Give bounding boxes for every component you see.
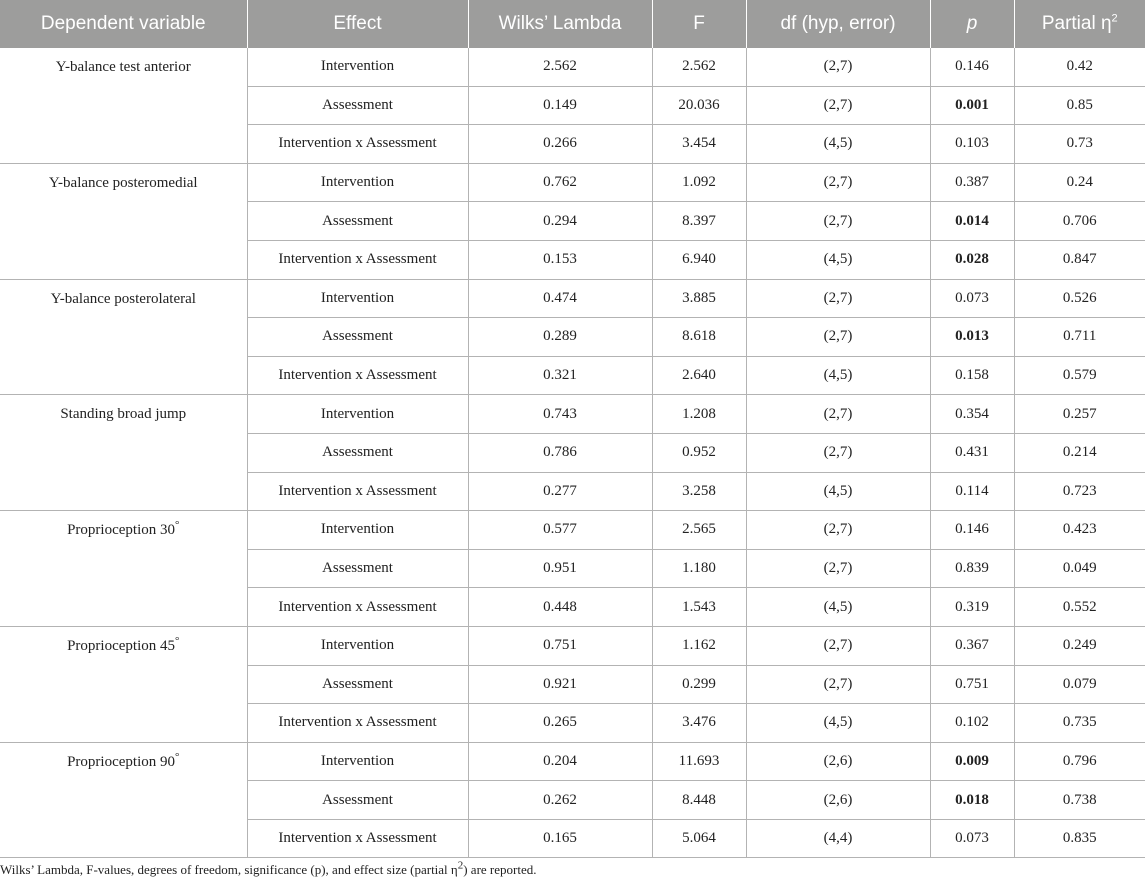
header-effect: Effect bbox=[247, 0, 468, 48]
p-value-cell: 0.009 bbox=[930, 742, 1014, 781]
wilks-lambda-cell: 0.294 bbox=[468, 202, 652, 241]
partial-eta-cell: 0.249 bbox=[1014, 626, 1145, 665]
partial-eta-cell: 0.526 bbox=[1014, 279, 1145, 318]
header-partial-eta-label: Partial η bbox=[1041, 13, 1112, 34]
effect-cell: Intervention bbox=[247, 742, 468, 781]
dependent-variable-label: Proprioception 45 bbox=[67, 637, 175, 654]
f-value-cell: 8.397 bbox=[652, 202, 746, 241]
partial-eta-cell: 0.835 bbox=[1014, 819, 1145, 858]
partial-eta-cell: 0.42 bbox=[1014, 48, 1145, 86]
df-cell: (2,7) bbox=[746, 511, 930, 550]
dependent-variable-cell bbox=[0, 279, 247, 395]
effect-cell: Intervention x Assessment bbox=[247, 819, 468, 858]
f-value-cell: 11.693 bbox=[652, 742, 746, 781]
p-value-cell: 0.001 bbox=[930, 86, 1014, 125]
effect-cell: Intervention x Assessment bbox=[247, 356, 468, 395]
header-row bbox=[0, 0, 1145, 48]
wilks-lambda-cell: 0.321 bbox=[468, 356, 652, 395]
degree-symbol: ° bbox=[175, 634, 180, 647]
dependent-variable-cell bbox=[0, 163, 247, 279]
df-cell: (2,7) bbox=[746, 48, 930, 86]
df-cell: (2,7) bbox=[746, 86, 930, 125]
partial-eta-cell: 0.706 bbox=[1014, 202, 1145, 241]
p-value-cell: 0.431 bbox=[930, 433, 1014, 472]
p-value-cell: 0.102 bbox=[930, 704, 1014, 743]
effect-cell: Intervention x Assessment bbox=[247, 240, 468, 279]
partial-eta-cell: 0.214 bbox=[1014, 433, 1145, 472]
table-row bbox=[0, 395, 1145, 434]
df-cell: (2,7) bbox=[746, 318, 930, 357]
effect-cell: Intervention bbox=[247, 626, 468, 665]
partial-eta-cell: 0.73 bbox=[1014, 125, 1145, 164]
table-row bbox=[0, 279, 1145, 318]
f-value-cell: 3.454 bbox=[652, 125, 746, 164]
partial-eta-cell: 0.049 bbox=[1014, 549, 1145, 588]
effect-cell: Intervention x Assessment bbox=[247, 704, 468, 743]
df-cell: (2,7) bbox=[746, 665, 930, 704]
p-value-cell: 0.354 bbox=[930, 395, 1014, 434]
p-value-cell: 0.158 bbox=[930, 356, 1014, 395]
p-value-cell: 0.387 bbox=[930, 163, 1014, 202]
df-cell: (4,5) bbox=[746, 704, 930, 743]
effect-cell: Assessment bbox=[247, 781, 468, 820]
header-p: p bbox=[930, 0, 1014, 48]
p-value-cell: 0.114 bbox=[930, 472, 1014, 511]
f-value-cell: 8.448 bbox=[652, 781, 746, 820]
df-cell: (4,5) bbox=[746, 472, 930, 511]
wilks-lambda-cell: 2.562 bbox=[468, 48, 652, 86]
wilks-lambda-cell: 0.577 bbox=[468, 511, 652, 550]
table-row bbox=[0, 511, 1145, 550]
df-cell: (2,7) bbox=[746, 626, 930, 665]
p-value-cell: 0.073 bbox=[930, 819, 1014, 858]
effect-cell: Intervention bbox=[247, 163, 468, 202]
partial-eta-cell: 0.723 bbox=[1014, 472, 1145, 511]
f-value-cell: 1.543 bbox=[652, 588, 746, 627]
f-value-cell: 8.618 bbox=[652, 318, 746, 357]
p-value-cell: 0.751 bbox=[930, 665, 1014, 704]
df-cell: (2,6) bbox=[746, 742, 930, 781]
p-value-cell: 0.028 bbox=[930, 240, 1014, 279]
p-value-cell: 0.014 bbox=[930, 202, 1014, 241]
wilks-lambda-cell: 0.751 bbox=[468, 626, 652, 665]
wilks-lambda-cell: 0.921 bbox=[468, 665, 652, 704]
partial-eta-cell: 0.079 bbox=[1014, 665, 1145, 704]
footnote-sup: 2 bbox=[457, 859, 464, 872]
f-value-cell: 2.562 bbox=[652, 48, 746, 86]
wilks-lambda-cell: 0.786 bbox=[468, 433, 652, 472]
dependent-variable-label: Proprioception 90 bbox=[67, 753, 175, 770]
p-value-cell: 0.839 bbox=[930, 549, 1014, 588]
degree-symbol: ° bbox=[175, 519, 180, 532]
header-df: df (hyp, error) bbox=[746, 0, 930, 48]
f-value-cell: 20.036 bbox=[652, 86, 746, 125]
dependent-variable-label: Proprioception 30 bbox=[67, 522, 175, 539]
effect-cell: Assessment bbox=[247, 318, 468, 357]
df-cell: (4,4) bbox=[746, 819, 930, 858]
partial-eta-cell: 0.423 bbox=[1014, 511, 1145, 550]
p-value-cell: 0.018 bbox=[930, 781, 1014, 820]
effect-cell: Intervention x Assessment bbox=[247, 472, 468, 511]
df-cell: (2,6) bbox=[746, 781, 930, 820]
f-value-cell: 1.208 bbox=[652, 395, 746, 434]
effect-cell: Intervention bbox=[247, 511, 468, 550]
wilks-lambda-cell: 0.289 bbox=[468, 318, 652, 357]
header-dependent-variable: Dependent variable bbox=[0, 0, 247, 48]
header-partial-eta bbox=[1014, 0, 1145, 48]
partial-eta-cell: 0.735 bbox=[1014, 704, 1145, 743]
f-value-cell: 1.162 bbox=[652, 626, 746, 665]
df-cell: (2,7) bbox=[746, 549, 930, 588]
dependent-variable-cell bbox=[0, 626, 247, 742]
dependent-variable-cell bbox=[0, 511, 247, 627]
f-value-cell: 3.258 bbox=[652, 472, 746, 511]
partial-eta-cell: 0.738 bbox=[1014, 781, 1145, 820]
effect-cell: Intervention x Assessment bbox=[247, 125, 468, 164]
effect-cell: Intervention x Assessment bbox=[247, 588, 468, 627]
table-row bbox=[0, 163, 1145, 202]
f-value-cell: 5.064 bbox=[652, 819, 746, 858]
f-value-cell: 6.940 bbox=[652, 240, 746, 279]
wilks-lambda-cell: 0.448 bbox=[468, 588, 652, 627]
wilks-lambda-cell: 0.204 bbox=[468, 742, 652, 781]
f-value-cell: 0.952 bbox=[652, 433, 746, 472]
f-value-cell: 3.885 bbox=[652, 279, 746, 318]
f-value-cell: 1.092 bbox=[652, 163, 746, 202]
wilks-lambda-cell: 0.149 bbox=[468, 86, 652, 125]
df-cell: (2,7) bbox=[746, 202, 930, 241]
df-cell: (2,7) bbox=[746, 279, 930, 318]
df-cell: (4,5) bbox=[746, 125, 930, 164]
dependent-variable-cell bbox=[0, 742, 247, 858]
wilks-lambda-cell: 0.262 bbox=[468, 781, 652, 820]
effect-cell: Intervention bbox=[247, 48, 468, 86]
table-row bbox=[0, 742, 1145, 781]
df-cell: (2,7) bbox=[746, 163, 930, 202]
partial-eta-cell: 0.579 bbox=[1014, 356, 1145, 395]
dependent-variable-label: Y-balance posteromedial bbox=[48, 174, 198, 191]
wilks-lambda-cell: 0.743 bbox=[468, 395, 652, 434]
table-footnote bbox=[0, 859, 537, 878]
wilks-lambda-cell: 0.951 bbox=[468, 549, 652, 588]
wilks-lambda-cell: 0.277 bbox=[468, 472, 652, 511]
table-row bbox=[0, 48, 1145, 86]
p-value-cell: 0.013 bbox=[930, 318, 1014, 357]
dependent-variable-label: Standing broad jump bbox=[60, 406, 187, 423]
p-value-cell: 0.103 bbox=[930, 125, 1014, 164]
partial-eta-cell: 0.711 bbox=[1014, 318, 1145, 357]
effect-cell: Assessment bbox=[247, 549, 468, 588]
effect-cell: Assessment bbox=[247, 86, 468, 125]
wilks-lambda-cell: 0.474 bbox=[468, 279, 652, 318]
footnote-text-after: ) are reported. bbox=[463, 862, 537, 877]
dependent-variable-cell bbox=[0, 48, 247, 163]
partial-eta-cell: 0.796 bbox=[1014, 742, 1145, 781]
wilks-lambda-cell: 0.762 bbox=[468, 163, 652, 202]
f-value-cell: 2.565 bbox=[652, 511, 746, 550]
effect-cell: Assessment bbox=[247, 202, 468, 241]
df-cell: (4,5) bbox=[746, 356, 930, 395]
effect-cell: Intervention bbox=[247, 395, 468, 434]
wilks-lambda-cell: 0.266 bbox=[468, 125, 652, 164]
partial-eta-cell: 0.257 bbox=[1014, 395, 1145, 434]
effect-cell: Intervention bbox=[247, 279, 468, 318]
dependent-variable-label: Y-balance posterolateral bbox=[50, 290, 196, 307]
df-cell: (2,7) bbox=[746, 395, 930, 434]
f-value-cell: 1.180 bbox=[652, 549, 746, 588]
df-cell: (4,5) bbox=[746, 240, 930, 279]
header-f: F bbox=[652, 0, 746, 48]
degree-symbol: ° bbox=[175, 750, 180, 763]
header-partial-eta-sup: 2 bbox=[1111, 12, 1118, 25]
p-value-cell: 0.146 bbox=[930, 511, 1014, 550]
p-value-cell: 0.367 bbox=[930, 626, 1014, 665]
footnote-text-before: Wilks’ Lambda, F-values, degrees of freedom, significance (p), and effect size (partial η bbox=[0, 862, 458, 877]
dependent-variable-label: Y-balance test anterior bbox=[55, 59, 191, 75]
effect-cell: Assessment bbox=[247, 665, 468, 704]
partial-eta-cell: 0.24 bbox=[1014, 163, 1145, 202]
partial-eta-cell: 0.85 bbox=[1014, 86, 1145, 125]
df-cell: (4,5) bbox=[746, 588, 930, 627]
effect-cell: Assessment bbox=[247, 433, 468, 472]
dependent-variable-cell bbox=[0, 395, 247, 511]
header-wilks-lambda: Wilks’ Lambda bbox=[468, 0, 652, 48]
wilks-lambda-cell: 0.153 bbox=[468, 240, 652, 279]
p-value-cell: 0.073 bbox=[930, 279, 1014, 318]
p-value-cell: 0.146 bbox=[930, 48, 1014, 86]
f-value-cell: 3.476 bbox=[652, 704, 746, 743]
df-cell: (2,7) bbox=[746, 433, 930, 472]
partial-eta-cell: 0.552 bbox=[1014, 588, 1145, 627]
wilks-lambda-cell: 0.265 bbox=[468, 704, 652, 743]
partial-eta-cell: 0.847 bbox=[1014, 240, 1145, 279]
wilks-lambda-cell: 0.165 bbox=[468, 819, 652, 858]
table-row bbox=[0, 626, 1145, 665]
p-value-cell: 0.319 bbox=[930, 588, 1014, 627]
table-body bbox=[0, 48, 1145, 858]
f-value-cell: 2.640 bbox=[652, 356, 746, 395]
f-value-cell: 0.299 bbox=[652, 665, 746, 704]
